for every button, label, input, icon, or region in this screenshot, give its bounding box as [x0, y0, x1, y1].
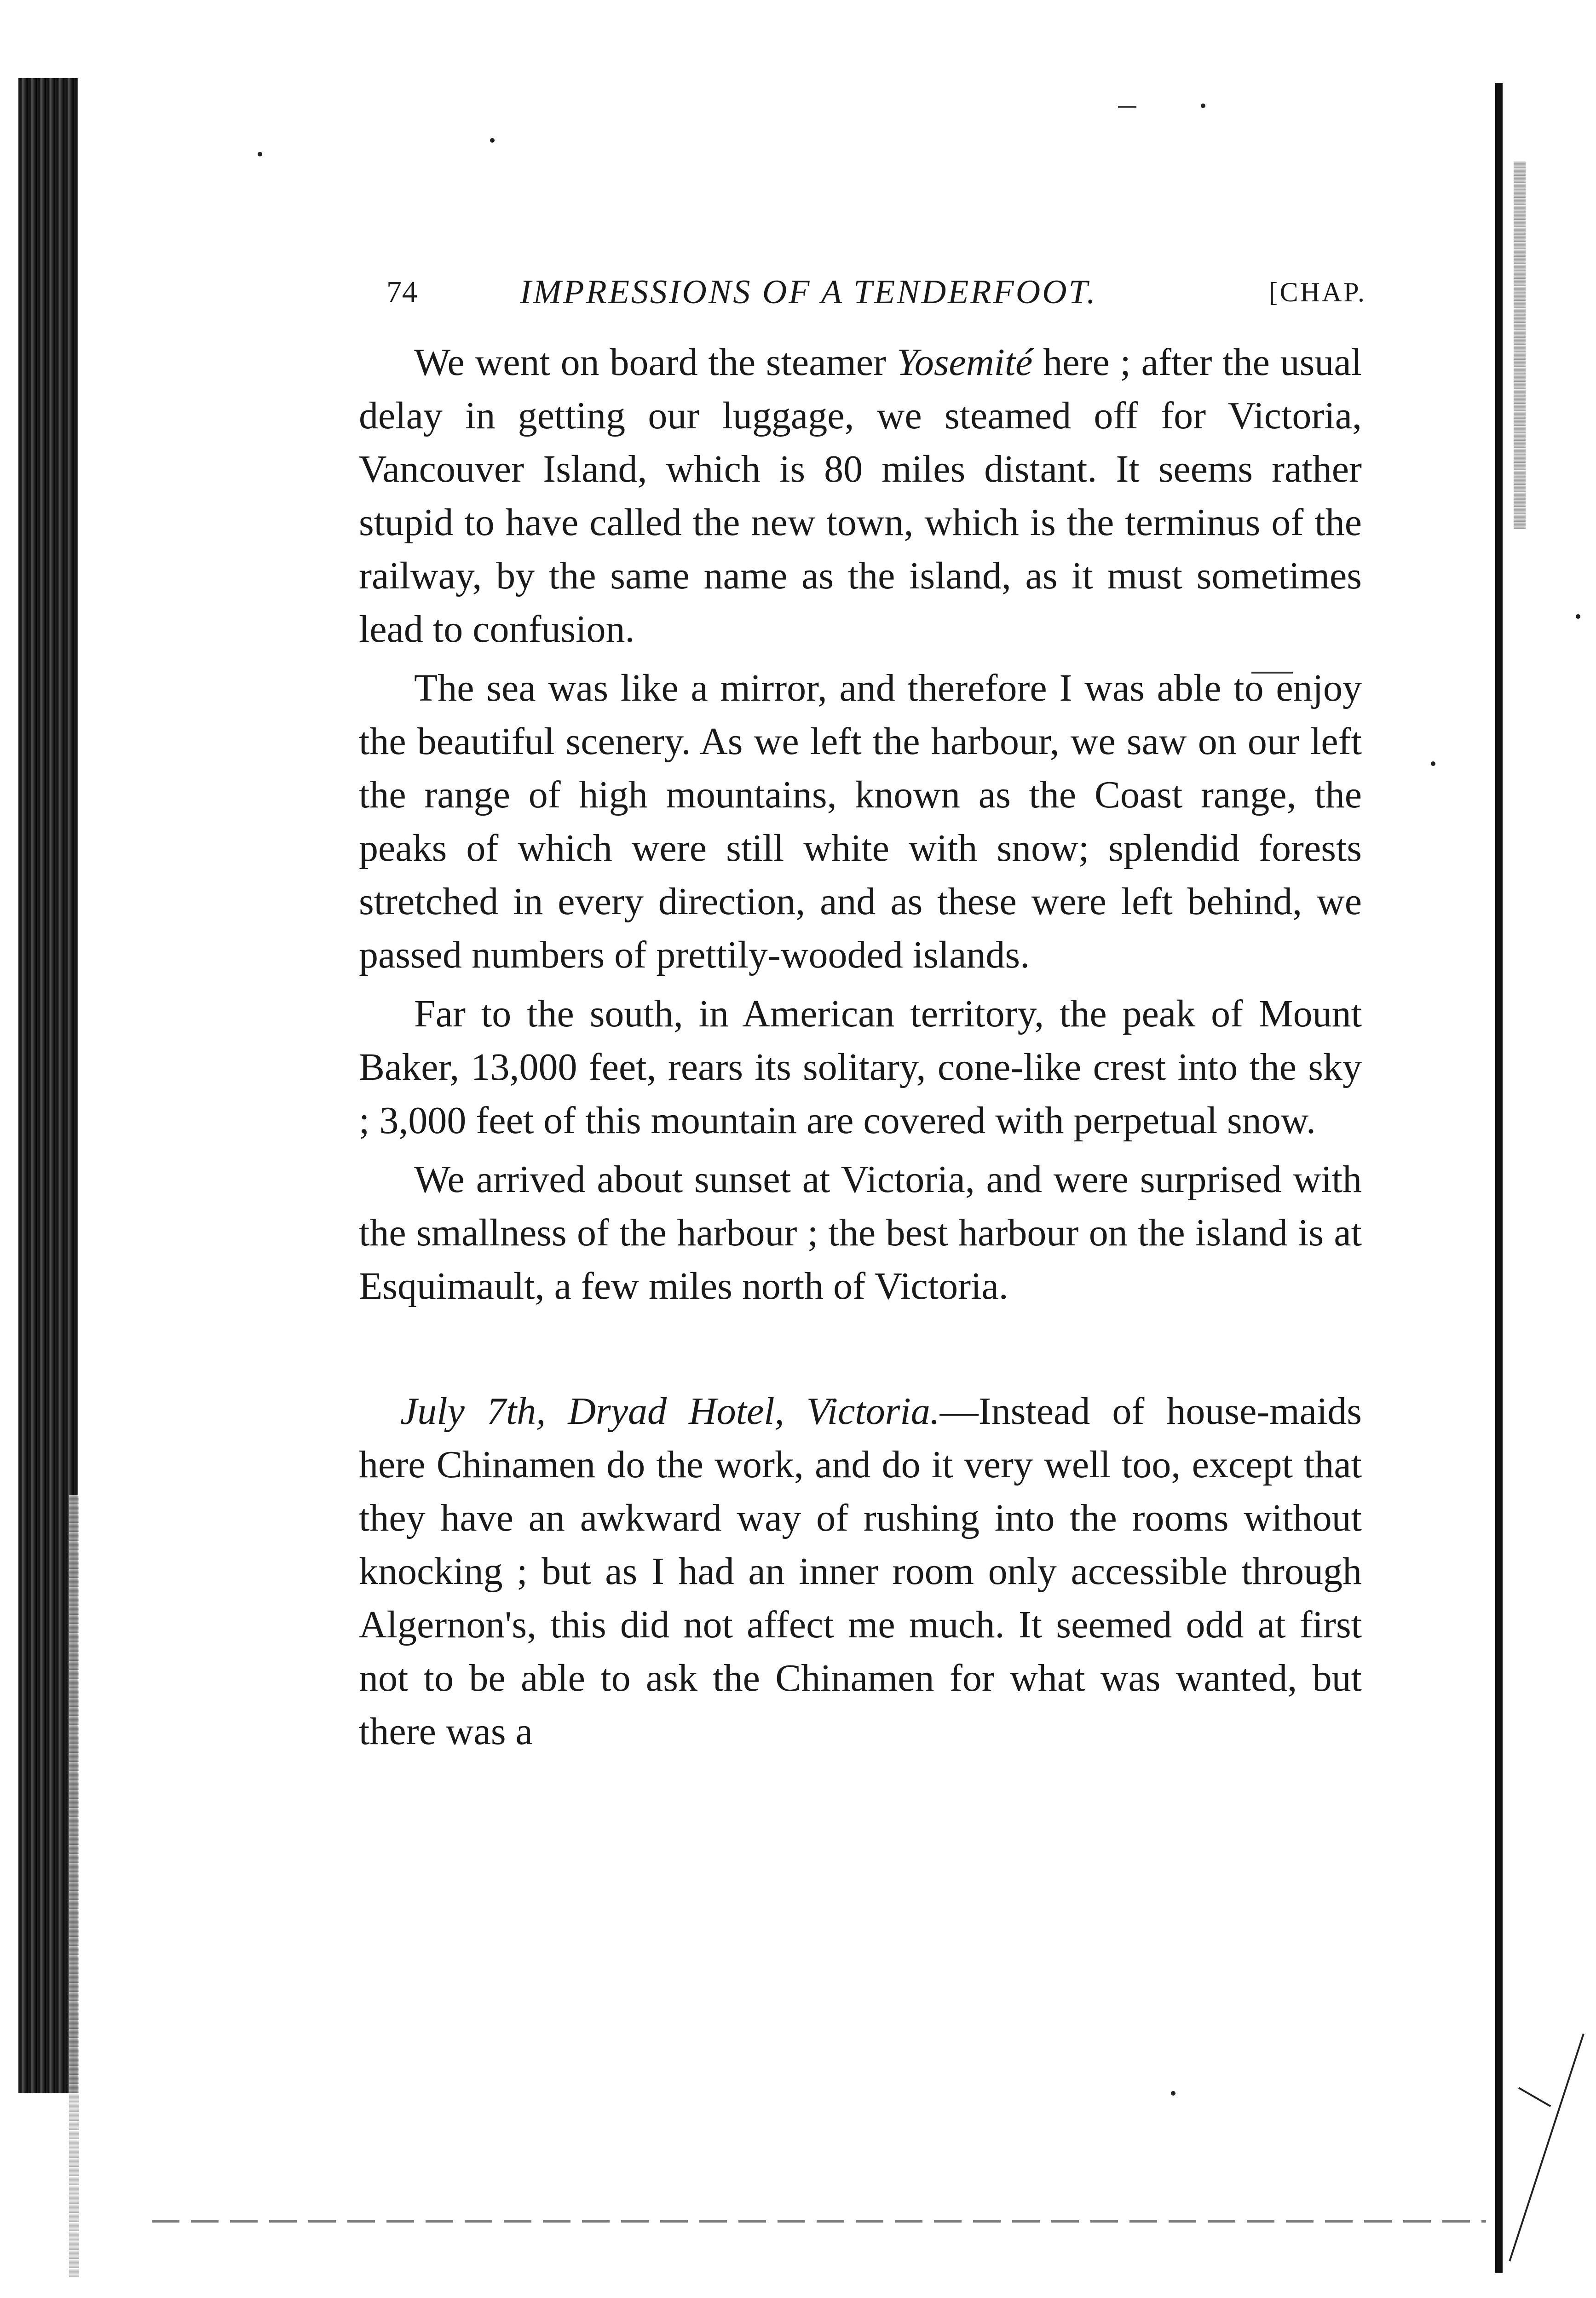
- speck: [1201, 104, 1205, 108]
- body-text: [359, 336, 1362, 1758]
- stray-line: [1118, 106, 1136, 108]
- bottom-edge-rule: [152, 2220, 1486, 2223]
- paragraph: The sea was like a mirror, and therefore I was able to enjoy the beautiful scenery. As we left the harbour, we saw on our left the range of high mountains, known as the Coast range, the peaks of which were still white with snow; splendid forests stretched in every direction, and as these were left behind, we passed numbers of prettily-wooded islands.: [359, 667, 1362, 976]
- right-edge-rule: [1495, 83, 1503, 2273]
- entry-text: —Instead of house-maids here Chinamen do the work, and do it very well too, except that they have an awkward way of rushing into the rooms without knocking ; but as I had an inner room only accessible through Algernon's, this did not affect me much. It seemed odd at first not to be able to ask the Chinamen for what was wanted, but there was a: [359, 1390, 1362, 1753]
- stray-diagonal: [1518, 2087, 1551, 2107]
- diary-entry: [359, 1385, 1362, 1758]
- speck: [1171, 2091, 1175, 2096]
- right-edge-texture: [1514, 161, 1526, 529]
- binding-edge: [69, 1495, 79, 2277]
- entry-heading: July 7th, Dryad Hotel, Victoria.: [400, 1390, 940, 1433]
- speck: [490, 138, 495, 143]
- speck: [1576, 614, 1580, 619]
- paragraph: We arrived about sunset at Victoria, and were surprised with the smallness of the harbour ; the best harbour on the island is at Esquimault, a few miles north of Victoria.: [359, 1158, 1362, 1307]
- running-head: [386, 267, 1366, 317]
- stray-diagonal: [1509, 2033, 1584, 2262]
- ship-name: Yosemité: [896, 341, 1033, 384]
- chapter-label: [CHAP.: [1268, 277, 1366, 307]
- page-number: 74: [386, 275, 418, 309]
- paragraph: Far to the south, in American territory, the peak of Mount Baker, 13,000 feet, rears its solitary, cone-like crest into the sky ; 3,000 feet of this mountain are covered with perpetual snow.: [359, 992, 1362, 1142]
- paragraph: We went on board the steamer Yosemité here ; after the usual delay in getting our luggage, we steamed off for Victoria, Vancouver Island, which is 80 miles distant. It seems rather stupid to have called the new town, which is the terminus of the railway, by the same name as the island, as it must sometimes lead to confusion.: [359, 341, 1362, 651]
- speck: [1431, 761, 1435, 766]
- running-title: IMPRESSIONS OF A TENDERFOOT.: [520, 273, 1097, 311]
- speck: [258, 152, 262, 156]
